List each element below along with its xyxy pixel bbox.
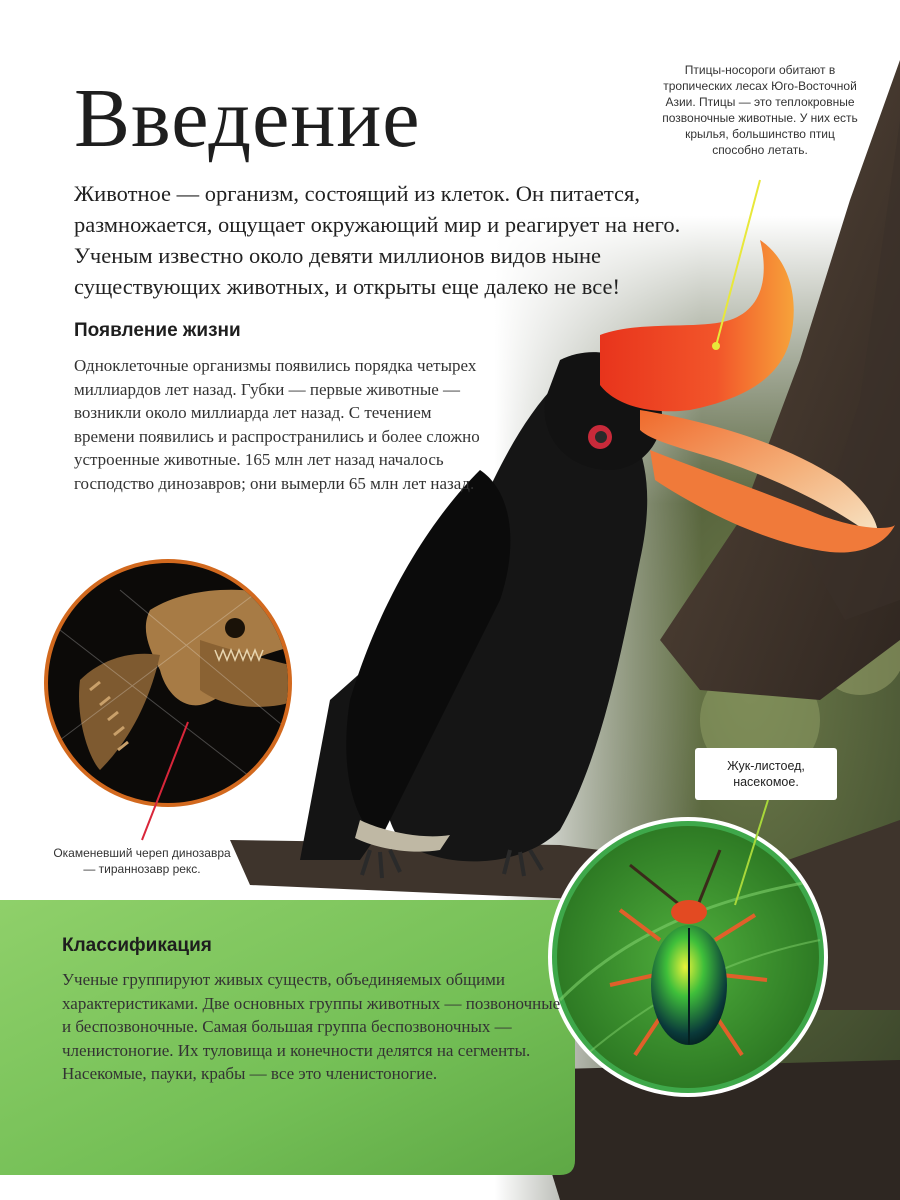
beetle-caption-box	[695, 748, 837, 800]
origin-heading: Появление жизни	[74, 320, 241, 341]
hornbill-caption: Птицы-носороги обитают в тропических лесах Юго-Восточной Азии. Птицы — это теплокровные позвоночные животные. У них есть крылья, большинство птиц способно летать.	[662, 63, 858, 157]
dinosaur-caption: Окаменевший череп динозавра — тираннозавр рекс.	[53, 846, 231, 876]
intro-paragraph: Животное — организм, состоящий из клеток. Он питается, размножается, ощущает окружающий мир и реагирует на него. Ученым известно около девяти миллионов видов ныне существующих животных, и открыты еще далеко не все!	[74, 181, 681, 299]
classification-text: Ученые группируют живых существ, объединяемых общими характеристиками. Две основных группы животных — позвоночные и беспозвоночные. Самая большая группа беспозвоночных — членистоногие. Их туловища и конечности делятся на сегменты. Насекомые, пауки, крабы — все это членистоногие.	[62, 970, 561, 1083]
classification-heading: Классификация	[62, 935, 212, 956]
origin-text: Одноклеточные организмы появились порядка четырех миллиардов лет назад. Губки — первые животные — возникли около миллиарда лет назад. С течением времени появились и распространились и более сложно устроенные животные. 165 млн лет назад началось господство динозавров; они вымерли 65 млн лет назад.	[74, 356, 480, 493]
beetle-caption: Жук-листоед, насекомое.	[727, 759, 805, 789]
page-title: Введение	[74, 72, 421, 165]
